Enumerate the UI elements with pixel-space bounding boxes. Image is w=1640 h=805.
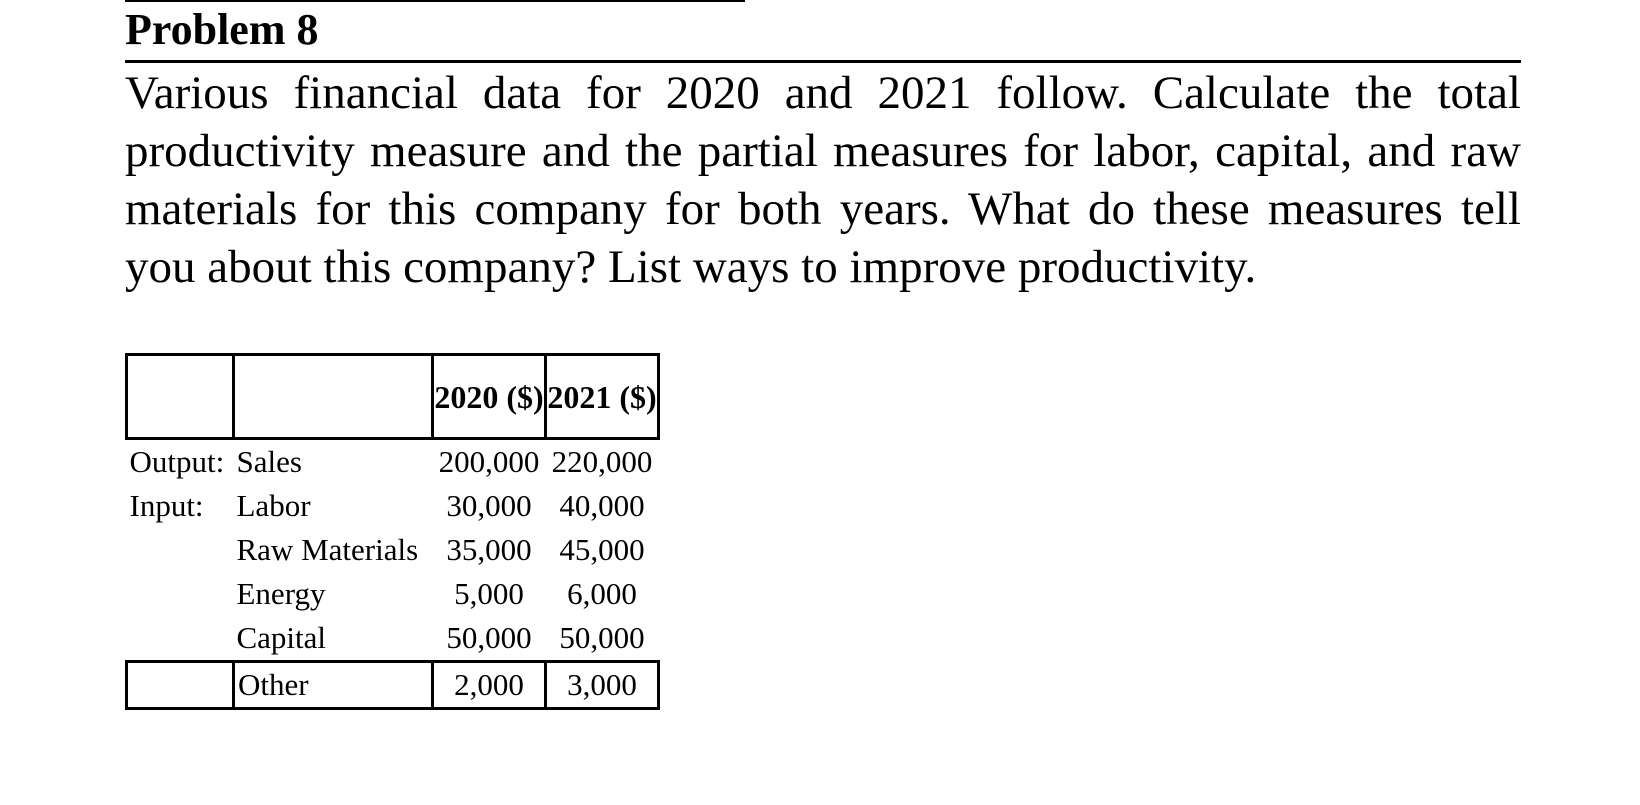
row-group-label [127,616,234,662]
table-row [127,484,659,528]
row-item-label: Labor [236,488,311,523]
problem-title: Problem 8 [125,5,319,54]
table-row [127,528,659,572]
table-row [127,662,659,709]
row-item-label: Sales [236,444,302,479]
problem-body: Various financial data for 2020 and 2021 follow. Calculate the total productivity measure and the partial measures for labor, capital, and raw materials for this company for both years. What do these measures tell you about this company? List ways to improve productivity. [125,67,1521,293]
table-row [127,616,659,662]
row-value-2021: 6,000 [567,576,637,611]
table-row [127,572,659,616]
row-value-2021: 50,000 [559,620,645,655]
row-item-label: Capital [236,620,327,655]
row-group-label: Input: [129,488,204,523]
row-item-label: Other [234,662,433,709]
row-value-2020: 50,000 [446,620,532,655]
row-value-2020: 30,000 [446,488,532,523]
row-value-2020: 2,000 [433,662,546,709]
header-cell-group [127,355,234,439]
table-row [127,439,659,485]
row-group-label: Output: [129,444,225,479]
table-header-row [127,355,659,439]
row-value-2021: 45,000 [559,532,645,567]
row-value-2020: 35,000 [446,532,532,567]
top-rule [125,0,745,2]
row-group-label [127,528,234,572]
row-value-2020: 5,000 [454,576,524,611]
row-value-2021: 40,000 [559,488,645,523]
title-rule [125,60,1521,63]
row-group-label [127,662,234,709]
row-value-2021: 220,000 [551,444,653,479]
header-cell-item [234,355,433,439]
header-cell-2020: 2020 ($) [433,355,546,439]
financial-data-table [125,353,660,710]
row-group-label [127,572,234,616]
header-cell-2021: 2021 ($) [546,355,659,439]
row-value-2021: 3,000 [546,662,659,709]
row-value-2020: 200,000 [438,444,540,479]
row-item-label: Raw Materials [236,532,419,567]
row-item-label: Energy [236,576,326,611]
